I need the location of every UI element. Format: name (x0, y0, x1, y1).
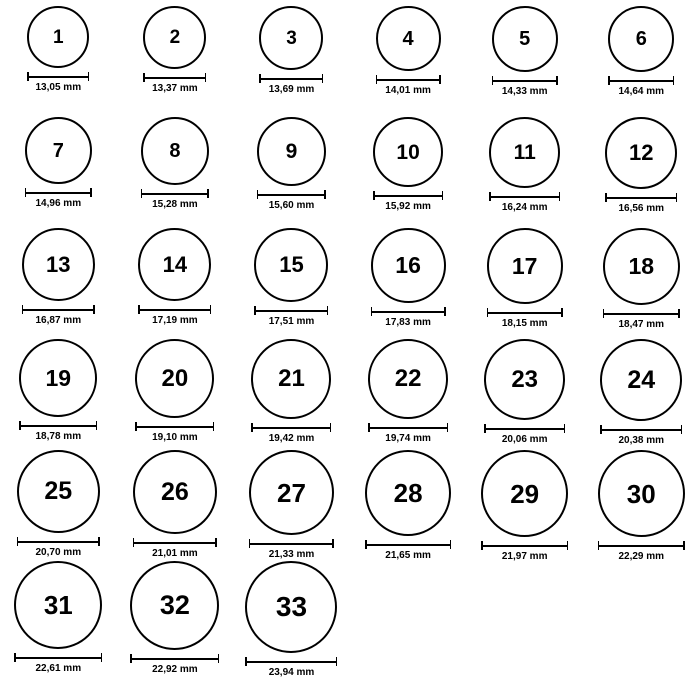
diameter-measure-bar (25, 188, 92, 197)
ring-circle (373, 117, 443, 187)
ring-circle (603, 228, 680, 305)
ring-size-label: 19 (45, 364, 72, 391)
diameter-text: 16,87 mm (35, 315, 82, 326)
measure-tick-left (133, 538, 135, 547)
measure-tick-right (450, 540, 452, 549)
measure-line (376, 79, 441, 81)
diameter-measure-bar (257, 190, 326, 199)
measure-line (259, 78, 323, 80)
measure-tick-right (213, 422, 215, 431)
measure-tick-right (442, 191, 444, 200)
measure-line (365, 544, 451, 546)
measure-line (130, 658, 219, 660)
measure-tick-left (600, 425, 602, 434)
measure-tick-left (135, 422, 137, 431)
ring-size-cell[interactable] (583, 117, 700, 214)
ring-size-label: 9 (285, 140, 298, 163)
ring-size-label: 33 (275, 591, 308, 622)
ring-size-label: 7 (52, 139, 64, 162)
measure-tick-left (25, 188, 27, 197)
ring-size-cell[interactable] (350, 6, 467, 96)
measure-line (141, 193, 209, 195)
measure-tick-right (96, 421, 98, 430)
measure-tick-right (90, 188, 92, 197)
measure-line (608, 80, 674, 82)
ring-circle (608, 6, 674, 72)
diameter-measure-bar (487, 308, 563, 317)
diameter-text: 16,24 mm (501, 202, 548, 213)
diameter-measure-bar (376, 75, 441, 84)
ring-size-cell[interactable] (0, 561, 117, 674)
diameter-measure-bar (27, 72, 89, 81)
measure-tick-left (251, 423, 253, 432)
ring-size-label: 12 (629, 140, 654, 165)
diameter-text: 15,28 mm (152, 199, 198, 210)
ring-size-cell[interactable] (233, 6, 350, 95)
ring-size-label: 15 (279, 252, 304, 277)
ring-size-cell[interactable] (233, 450, 350, 560)
ring-circle (600, 339, 682, 421)
ring-circle (22, 228, 95, 301)
diameter-measure-bar (22, 305, 95, 314)
measure-tick-right (676, 193, 678, 202)
ring-size-label: 14 (162, 251, 188, 277)
measure-line (143, 77, 206, 79)
measure-tick-left (489, 192, 491, 201)
measure-tick-right (327, 306, 329, 315)
ring-circle (245, 561, 337, 653)
diameter-measure-bar (484, 424, 565, 433)
measure-tick-right (215, 538, 217, 547)
ring-size-cell[interactable] (117, 6, 234, 94)
measure-tick-right (330, 423, 332, 432)
diameter-text: 14,01 mm (385, 85, 431, 96)
ring-size-label: 11 (513, 141, 536, 164)
diameter-measure-bar (259, 74, 323, 83)
measure-tick-right (681, 425, 683, 434)
diameter-text: 18,78 mm (35, 431, 82, 442)
ring-size-label: 8 (169, 140, 181, 162)
measure-tick-right (683, 541, 685, 550)
measure-tick-right (205, 73, 207, 82)
measure-line (245, 661, 337, 663)
diameter-text: 19,10 mm (152, 432, 198, 443)
measure-line (19, 425, 97, 427)
diameter-text: 22,61 mm (35, 663, 82, 674)
diameter-text: 20,38 mm (618, 435, 665, 446)
diameter-measure-bar (133, 538, 217, 547)
diameter-measure-bar (608, 76, 674, 85)
ring-circle (598, 450, 685, 537)
measure-tick-left (484, 424, 486, 433)
measure-line (481, 545, 568, 547)
ring-circle (489, 117, 560, 188)
measure-tick-right (88, 72, 90, 81)
measure-tick-left (373, 191, 375, 200)
measure-tick-left (259, 74, 261, 83)
diameter-text: 22,92 mm (152, 664, 198, 675)
diameter-text: 21,97 mm (501, 551, 548, 562)
diameter-measure-bar (143, 73, 206, 82)
ring-size-cell[interactable] (117, 228, 234, 326)
diameter-measure-bar (135, 422, 214, 431)
diameter-text: 20,70 mm (35, 547, 82, 558)
ring-size-label: 25 (44, 477, 73, 505)
measure-tick-right (447, 423, 449, 432)
ring-size-cell[interactable] (350, 339, 467, 444)
ring-circle (492, 6, 558, 72)
ring-size-label: 16 (395, 252, 421, 278)
measure-tick-right (98, 537, 100, 546)
diameter-measure-bar (373, 191, 443, 200)
ring-row (0, 6, 700, 117)
measure-line (373, 195, 443, 197)
measure-tick-right (556, 76, 558, 85)
ring-size-cell[interactable] (466, 6, 583, 97)
ring-circle (14, 561, 102, 649)
measure-line (135, 426, 214, 428)
measure-tick-left (130, 654, 132, 663)
measure-line (257, 194, 326, 196)
ring-circle (254, 228, 328, 302)
ring-size-cell[interactable] (350, 117, 467, 212)
ring-circle (259, 6, 323, 70)
measure-tick-right (93, 305, 95, 314)
measure-line (14, 657, 102, 659)
diameter-text: 18,15 mm (501, 318, 548, 329)
measure-line (25, 192, 92, 194)
measure-tick-left (249, 539, 251, 548)
ring-row (0, 117, 700, 228)
ring-size-cell[interactable] (350, 228, 467, 328)
measure-line (254, 310, 328, 312)
ring-size-cell[interactable] (583, 228, 700, 330)
diameter-text: 14,33 mm (501, 86, 548, 97)
measure-line (600, 429, 682, 431)
diameter-measure-bar (249, 539, 334, 548)
diameter-measure-bar (489, 192, 560, 201)
diameter-text: 17,19 mm (152, 315, 198, 326)
measure-line (27, 76, 89, 78)
diameter-text: 21,01 mm (152, 548, 198, 559)
measure-line (133, 542, 217, 544)
measure-line (605, 197, 677, 199)
ring-size-label: 10 (396, 140, 420, 164)
ring-size-label: 22 (394, 365, 422, 392)
diameter-measure-bar (141, 189, 209, 198)
ring-size-cell[interactable] (350, 450, 467, 561)
measure-tick-right (322, 74, 324, 83)
ring-size-label: 28 (393, 478, 423, 508)
measure-tick-right (561, 308, 563, 317)
ring-size-label: 4 (402, 27, 414, 50)
diameter-measure-bar (251, 423, 331, 432)
diameter-measure-bar (371, 307, 446, 316)
ring-size-label: 5 (519, 28, 531, 50)
ring-size-label: 6 (635, 28, 647, 50)
measure-tick-left (254, 306, 256, 315)
measure-tick-right (332, 539, 334, 548)
measure-tick-right (218, 654, 220, 663)
ring-circle (17, 450, 100, 533)
diameter-text: 13,05 mm (35, 82, 82, 93)
measure-line (249, 543, 334, 545)
diameter-text: 17,51 mm (268, 316, 315, 327)
diameter-measure-bar (245, 657, 337, 666)
diameter-text: 21,33 mm (268, 549, 315, 560)
measure-tick-right (678, 309, 680, 318)
diameter-text: 14,64 mm (618, 86, 665, 97)
ring-size-cell[interactable] (233, 561, 350, 678)
diameter-measure-bar (598, 541, 685, 550)
ring-size-label: 31 (43, 590, 73, 620)
ring-size-cell[interactable] (0, 228, 117, 326)
ring-circle (25, 117, 92, 184)
measure-line (17, 541, 100, 543)
diameter-text: 20,06 mm (501, 434, 548, 445)
diameter-measure-bar (368, 423, 448, 432)
diameter-text: 14,96 mm (35, 198, 82, 209)
measure-line (371, 311, 446, 313)
diameter-measure-bar (254, 306, 328, 315)
ring-size-label: 1 (53, 26, 64, 48)
ring-size-label: 24 (627, 365, 656, 394)
measure-tick-left (603, 309, 605, 318)
measure-tick-left (245, 657, 247, 666)
ring-size-label: 30 (626, 478, 656, 509)
ring-size-cell[interactable] (117, 450, 234, 559)
measure-tick-right (559, 192, 561, 201)
measure-tick-left (22, 305, 24, 314)
measure-tick-left (598, 541, 600, 550)
ring-circle (251, 339, 331, 419)
measure-tick-left (487, 308, 489, 317)
ring-circle (605, 117, 677, 189)
measure-tick-right (673, 76, 675, 85)
diameter-measure-bar (605, 193, 677, 202)
diameter-measure-bar (138, 305, 211, 314)
ring-row (0, 339, 700, 450)
measure-tick-right (336, 657, 338, 666)
ring-row (0, 561, 700, 678)
measure-tick-left (376, 75, 378, 84)
ring-circle (257, 117, 326, 186)
measure-tick-left (257, 190, 259, 199)
ring-size-cell[interactable] (0, 117, 117, 209)
measure-tick-left (365, 540, 367, 549)
measure-tick-right (439, 75, 441, 84)
measure-tick-left (608, 76, 610, 85)
ring-size-label: 29 (510, 478, 540, 509)
ring-size-label: 26 (160, 477, 189, 506)
ring-size-label: 3 (286, 27, 297, 49)
ring-size-cell[interactable] (0, 450, 117, 558)
diameter-measure-bar (603, 309, 680, 318)
measure-tick-right (564, 424, 566, 433)
ring-circle (135, 339, 214, 418)
measure-line (603, 313, 680, 315)
diameter-measure-bar (600, 425, 682, 434)
ring-circle (130, 561, 219, 650)
ring-size-cell[interactable] (117, 339, 234, 443)
measure-line (138, 309, 211, 311)
diameter-text: 18,47 mm (618, 319, 665, 330)
diameter-text: 23,94 mm (268, 667, 315, 678)
diameter-text: 16,56 mm (618, 203, 665, 214)
measure-line (492, 80, 558, 82)
ring-size-cell[interactable] (583, 450, 700, 562)
diameter-measure-bar (492, 76, 558, 85)
ring-size-cell[interactable] (0, 339, 117, 442)
ring-size-label: 2 (169, 27, 181, 48)
ring-circle (376, 6, 441, 71)
measure-tick-right (444, 307, 446, 316)
ring-size-label: 27 (277, 477, 306, 508)
measure-line (487, 312, 563, 314)
measure-tick-right (101, 653, 103, 662)
measure-tick-right (567, 541, 569, 550)
measure-tick-left (141, 189, 143, 198)
measure-tick-right (324, 190, 326, 199)
diameter-text: 15,92 mm (385, 201, 431, 212)
ring-size-cell[interactable] (233, 339, 350, 444)
ring-size-cell[interactable] (583, 6, 700, 97)
ring-circle (143, 6, 206, 69)
ring-size-label: 13 (46, 251, 71, 277)
ring-circle (487, 228, 563, 304)
measure-line (368, 427, 448, 429)
ring-size-label: 18 (628, 253, 655, 279)
measure-tick-left (27, 72, 29, 81)
measure-tick-left (492, 76, 494, 85)
ring-circle (481, 450, 568, 537)
ring-size-cell[interactable] (233, 117, 350, 211)
ring-size-label: 23 (511, 365, 539, 393)
measure-tick-left (138, 305, 140, 314)
diameter-text: 22,29 mm (618, 551, 665, 562)
measure-tick-right (207, 189, 209, 198)
ring-size-cell[interactable] (583, 339, 700, 446)
ring-size-cell[interactable] (466, 339, 583, 445)
diameter-text: 15,60 mm (268, 200, 315, 211)
ring-row (0, 228, 700, 339)
ring-circle (138, 228, 211, 301)
ring-row (0, 450, 700, 561)
diameter-measure-bar (130, 654, 219, 663)
ring-circle (371, 228, 446, 303)
diameter-text: 19,74 mm (385, 433, 431, 444)
measure-tick-right (210, 305, 212, 314)
measure-line (22, 309, 95, 311)
ring-circle (365, 450, 451, 536)
measure-tick-left (605, 193, 607, 202)
ring-size-cell[interactable] (466, 228, 583, 329)
diameter-measure-bar (17, 537, 100, 546)
measure-tick-left (368, 423, 370, 432)
ring-circle (133, 450, 217, 534)
diameter-text: 17,83 mm (385, 317, 431, 328)
ring-size-cell[interactable] (233, 228, 350, 327)
diameter-text: 13,37 mm (152, 83, 198, 94)
ring-circle (19, 339, 97, 417)
ring-circle (141, 117, 209, 185)
ring-size-cell[interactable] (0, 6, 117, 93)
measure-tick-left (19, 421, 21, 430)
ring-size-label: 21 (278, 365, 305, 392)
ring-size-label: 20 (161, 364, 189, 392)
diameter-text: 13,69 mm (268, 84, 315, 95)
ring-size-cell[interactable] (117, 561, 234, 675)
ring-circle (27, 6, 89, 68)
ring-size-cell[interactable] (466, 117, 583, 213)
measure-line (598, 545, 685, 547)
diameter-measure-bar (19, 421, 97, 430)
measure-line (251, 427, 331, 429)
measure-tick-left (14, 653, 16, 662)
measure-tick-left (17, 537, 19, 546)
measure-tick-left (371, 307, 373, 316)
diameter-measure-bar (365, 540, 451, 549)
ring-size-cell[interactable] (466, 450, 583, 562)
measure-tick-left (481, 541, 483, 550)
ring-size-label: 17 (511, 252, 538, 279)
diameter-text: 21,65 mm (385, 550, 431, 561)
ring-circle (484, 339, 565, 420)
ring-circle (368, 339, 448, 419)
diameter-measure-bar (14, 653, 102, 662)
diameter-measure-bar (481, 541, 568, 550)
ring-circle (249, 450, 334, 535)
diameter-text: 19,42 mm (268, 433, 315, 444)
ring-size-cell[interactable] (117, 117, 234, 210)
ring-size-label: 32 (159, 590, 190, 620)
measure-tick-left (143, 73, 145, 82)
measure-line (489, 196, 560, 198)
measure-line (484, 428, 565, 430)
